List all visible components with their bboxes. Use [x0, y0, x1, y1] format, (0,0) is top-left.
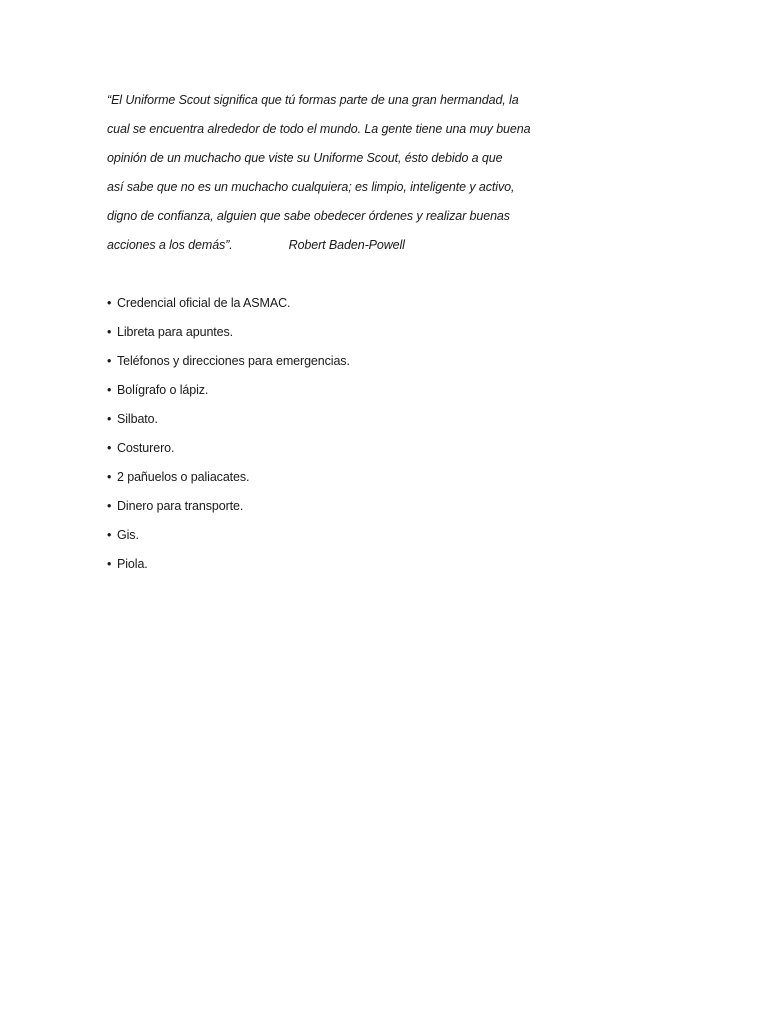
quote-line: cual se encuentra alrededor de todo el mundo. La gente tiene una muy buena [107, 122, 531, 136]
quote-line: acciones a los demás”. [107, 238, 233, 252]
list-item-text: Credencial oficial de la ASMAC. [117, 296, 291, 310]
quote-line: así sabe que no es un muchacho cualquiera; es limpio, inteligente y activo, [107, 180, 515, 194]
quote-line: digno de confianza, alguien que sabe obedecer órdenes y realizar buenas [107, 209, 510, 223]
list-item [107, 523, 350, 552]
list-item-text: Silbato. [117, 412, 158, 426]
list-item-text: Piola. [117, 557, 148, 571]
list-item-text: Dinero para transporte. [117, 499, 244, 513]
list-item [107, 494, 350, 523]
quote-last-line [107, 233, 567, 262]
list-item [107, 436, 350, 465]
list-item-text: Costurero. [117, 441, 175, 455]
list-item [107, 378, 350, 407]
list-item [107, 320, 350, 349]
list-item-text: Libreta para apuntes. [117, 325, 234, 339]
bullet-icon: • [107, 296, 112, 310]
bullet-icon: • [107, 441, 112, 455]
bullet-icon: • [107, 470, 112, 484]
bullet-icon: • [107, 325, 112, 339]
bullet-icon: • [107, 354, 112, 368]
list-item [107, 465, 350, 494]
bullet-icon: • [107, 383, 112, 397]
quote-line: opinión de un muchacho que viste su Uniforme Scout, ésto debido a que [107, 151, 503, 165]
quote-line: “El Uniforme Scout significa que tú formas parte de una gran hermandad, la [107, 93, 519, 107]
bullet-icon: • [107, 557, 112, 571]
equipment-list [107, 291, 350, 581]
list-item [107, 407, 350, 436]
list-item [107, 291, 350, 320]
list-item-text: Teléfonos y direcciones para emergencias. [117, 354, 350, 368]
quote-block [107, 88, 567, 262]
list-item [107, 349, 350, 378]
list-item-text: Gis. [117, 528, 139, 542]
bullet-icon: • [107, 528, 112, 542]
bullet-icon: • [107, 499, 112, 513]
quote-author: Robert Baden-Powell [288, 238, 405, 252]
list-item-text: 2 pañuelos o paliacates. [117, 470, 250, 484]
list-item [107, 552, 350, 581]
bullet-icon: • [107, 412, 112, 426]
list-item-text: Bolígrafo o lápiz. [117, 383, 209, 397]
